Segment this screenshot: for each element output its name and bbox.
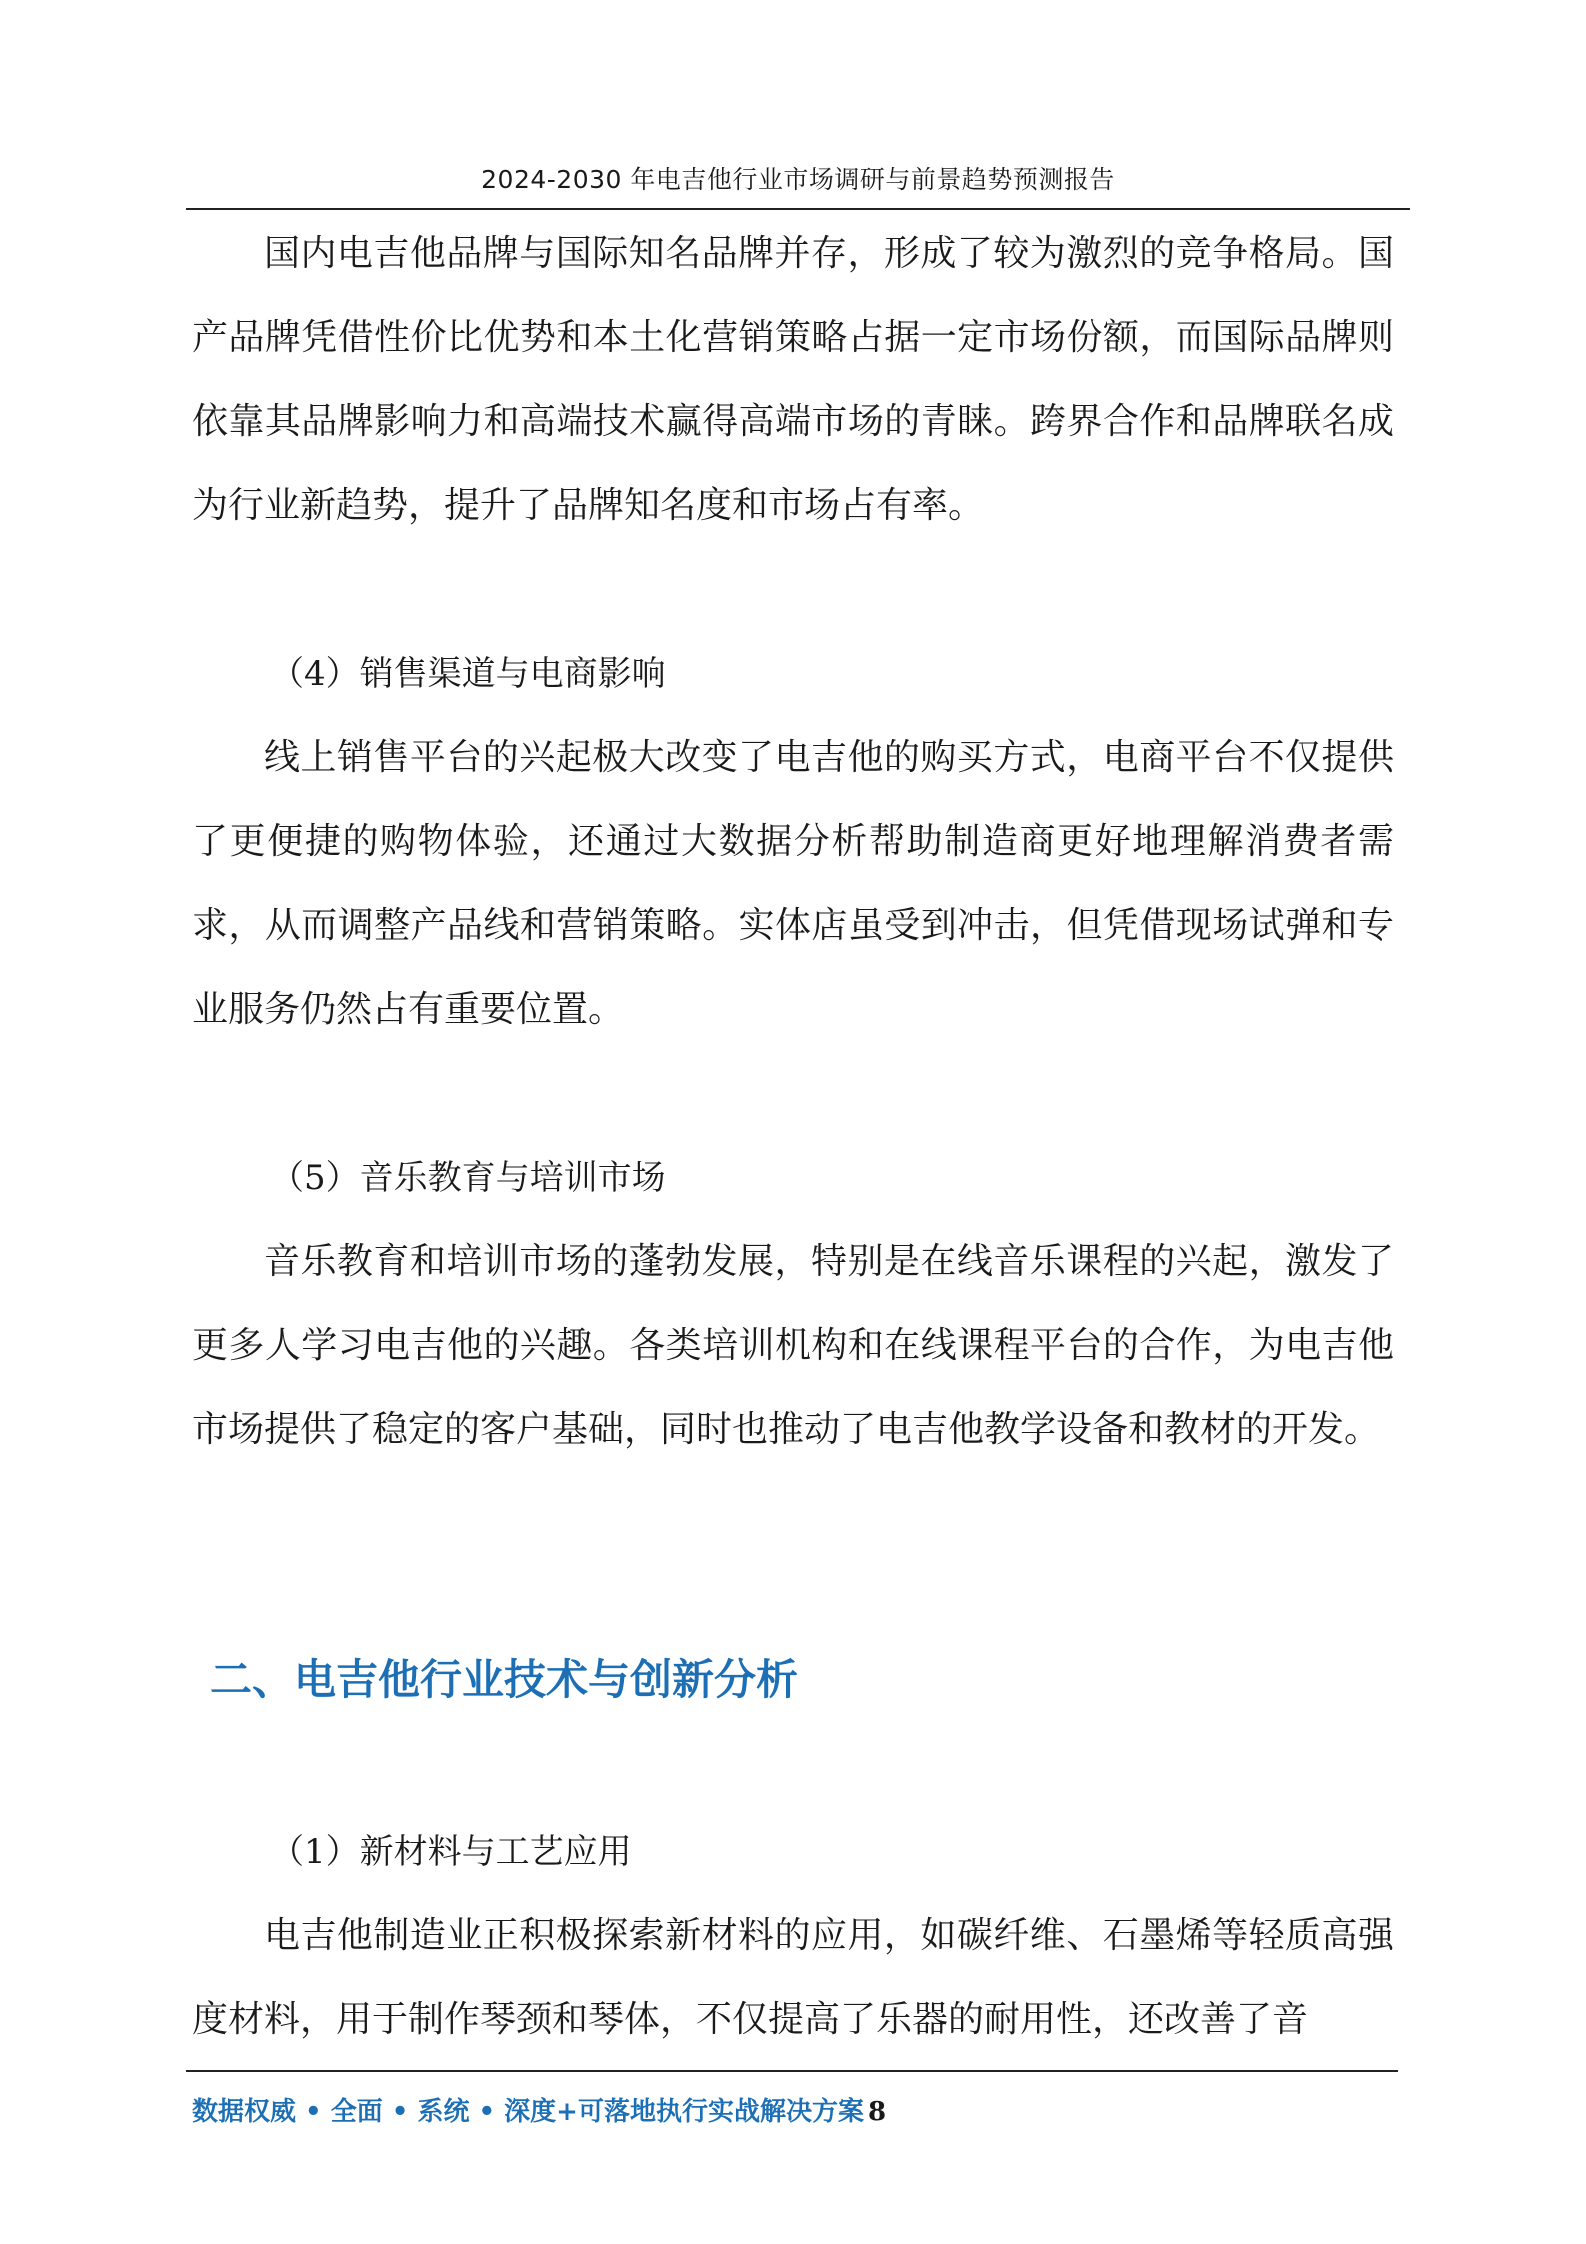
subheading-sales-channels: （4）销售渠道与电商影响 bbox=[270, 654, 666, 694]
page-number: 8 bbox=[867, 2097, 887, 2127]
header-divider bbox=[186, 208, 1410, 210]
paragraph-competition: 国内电吉他品牌与国际知名品牌并存，形成了较为激烈的竞争格局。国产品牌凭借性价比优势和本土化营销策略占据一定市场份额，而国际品牌则依靠其品牌影响力和高端技术赢得高端市场的青睐。跨界合作和品牌联名成为行业新趋势，提升了品牌知名度和市场占有率。 bbox=[192, 233, 1394, 526]
paragraph-music-education: 音乐教育和培训市场的蓬勃发展，特别是在线音乐课程的兴起，激发了更多人学习电吉他的兴趣。各类培训机构和在线课程平台的合作，为电吉他市场提供了稳定的客户基础，同时也推动了电吉他教学设备和教材的开发。 bbox=[192, 1241, 1394, 1450]
page-header-title: 2024-2030 年电吉他行业市场调研与前景趋势预测报告 bbox=[481, 165, 1115, 194]
footer-slogan: 数据权威 • 全面 • 系统 • 深度+可落地执行实战解决方案 bbox=[192, 2097, 864, 2127]
paragraph-new-materials: 电吉他制造业正积极探索新材料的应用，如碳纤维、石墨烯等轻质高强度材料，用于制作琴颈和琴体，不仅提高了乐器的耐用性，还改善了音 bbox=[192, 1915, 1394, 2040]
footer-divider bbox=[186, 2070, 1398, 2072]
section-heading-technology: 二、电吉他行业技术与创新分析 bbox=[210, 1655, 799, 1704]
paragraph-sales-channels: 线上销售平台的兴起极大改变了电吉他的购买方式，电商平台不仅提供了更便捷的购物体验，还通过大数据分析帮助制造商更好地理解消费者需求，从而调整产品线和营销策略。实体店虽受到冲击，但凭借现场试弹和专业服务仍然占有重要位置。 bbox=[192, 737, 1394, 1030]
subheading-music-education: （5）音乐教育与培训市场 bbox=[270, 1158, 666, 1198]
subheading-new-materials: （1）新材料与工艺应用 bbox=[270, 1832, 632, 1872]
page-footer bbox=[192, 2091, 886, 2128]
